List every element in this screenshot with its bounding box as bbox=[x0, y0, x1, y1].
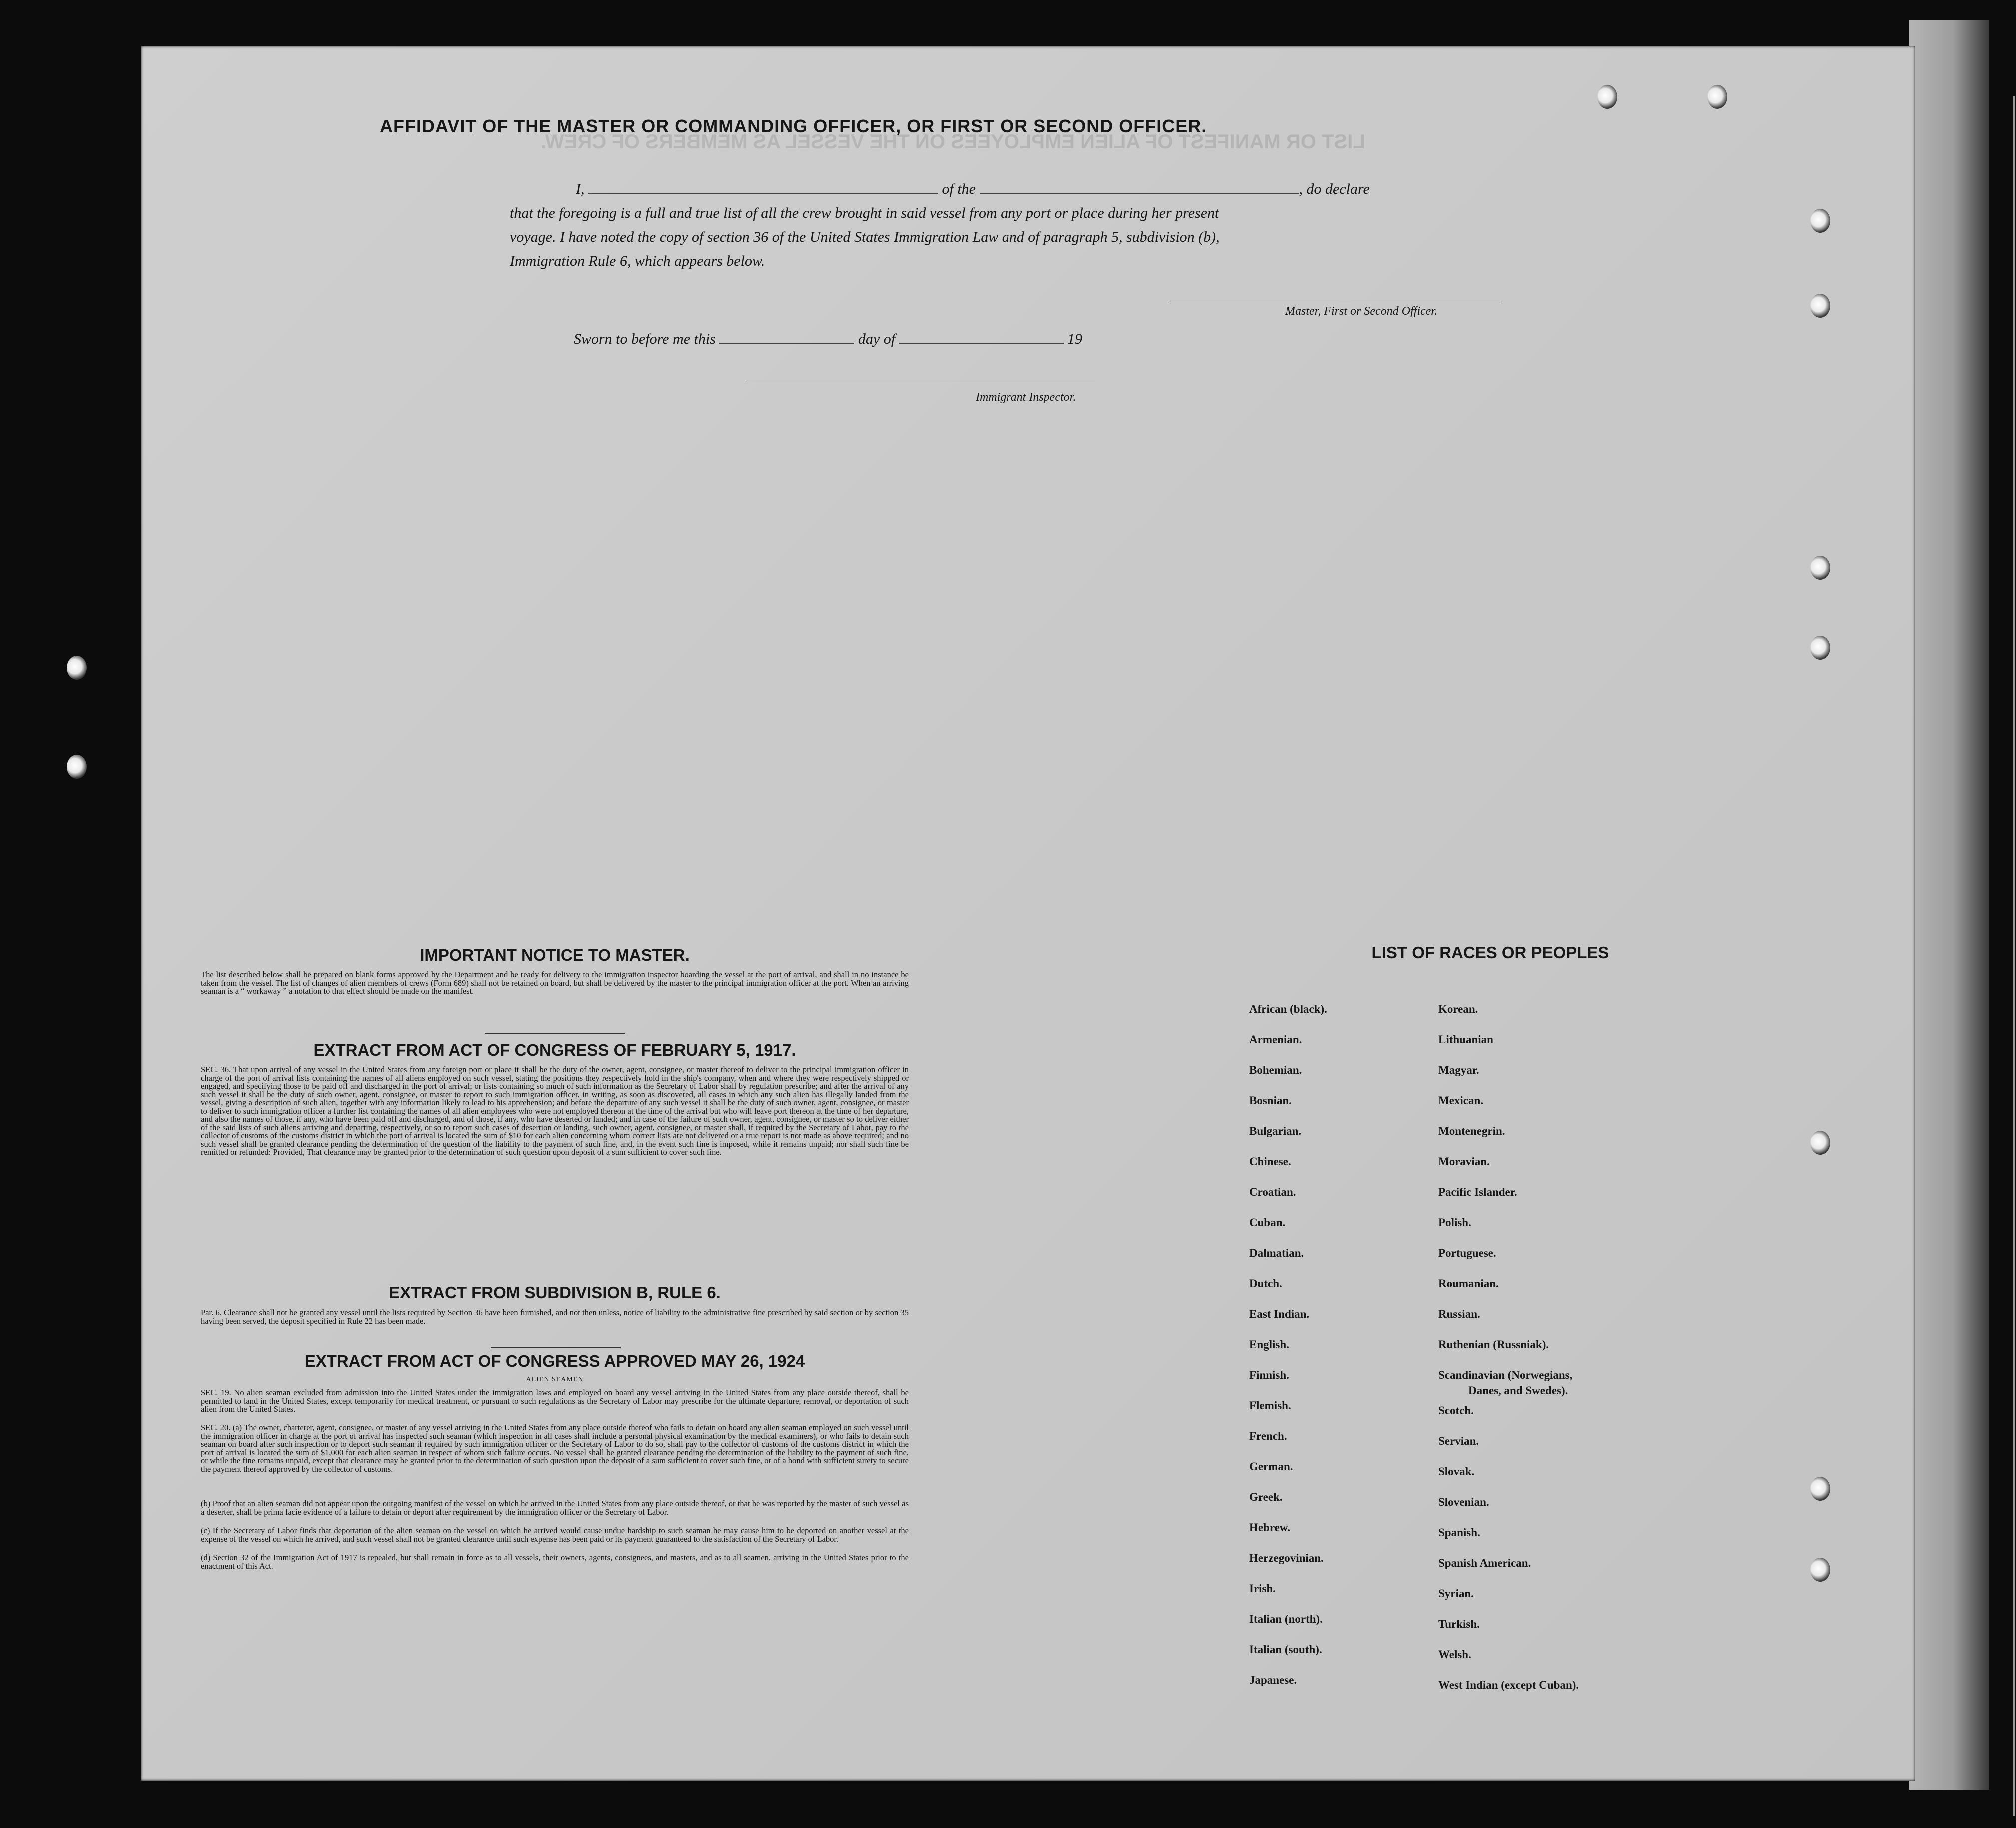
race-entry: Chinese. bbox=[1249, 1155, 1291, 1168]
race-entry: Mexican. bbox=[1438, 1094, 1484, 1107]
extract-1924-subtitle: ALIEN SEAMEN bbox=[526, 1376, 584, 1383]
race-entry: Spanish. bbox=[1438, 1526, 1480, 1539]
race-entry: Magyar. bbox=[1438, 1064, 1479, 1076]
race-entry: Slovak. bbox=[1438, 1465, 1475, 1478]
race-entry: Montenegrin. bbox=[1438, 1125, 1505, 1137]
punch-hole bbox=[1810, 1131, 1830, 1155]
race-entry: Finnish. bbox=[1249, 1369, 1289, 1381]
race-entry: Lithuanian bbox=[1438, 1033, 1493, 1046]
races-right-column bbox=[1438, 994, 1579, 1700]
vessel-blank bbox=[980, 182, 1299, 194]
bleedthrough-title: LIST OR MANIFEST OF ALIEN EMPLOYEES ON THE VESSEL AS MEMBERS OF CREW. bbox=[541, 131, 1365, 153]
race-entry: Bosnian. bbox=[1249, 1094, 1292, 1107]
race-entry: Portuguese. bbox=[1438, 1247, 1496, 1259]
sworn-day-blank bbox=[719, 332, 854, 344]
punch-hole bbox=[1707, 85, 1727, 109]
extract-1917-title: EXTRACT FROM ACT OF CONGRESS OF FEBRUARY 5, 1917. bbox=[313, 1041, 796, 1059]
extract-1924-sec20c: (c) If the Secretary of Labor finds that deportation of the alien seaman on the vessel on which he arrived would cause undue hardship to such seaman he may cause him to be deported on another vessel at the expense of the vessel on which he arrived, and such vessel shall not be granted clearance until such expense has been paid or its payment guaranteed to the satisfaction of the Secretary of Labor. bbox=[201, 1526, 909, 1544]
divider bbox=[485, 1033, 625, 1034]
sworn-month-blank bbox=[899, 332, 1064, 344]
bleedthrough-columns bbox=[156, 416, 1145, 458]
extract-rule6-title: EXTRACT FROM SUBDIVISION B, RULE 6. bbox=[389, 1283, 721, 1302]
race-entry: Slovenian. bbox=[1438, 1496, 1489, 1508]
affidavit-title: AFFIDAVIT OF THE MASTER OR COMMANDING OFFICER, OR FIRST OR SECOND OFFICER. bbox=[380, 116, 1207, 136]
extract-1924-sec19: SEC. 19. No alien seaman excluded from admission into the United States under the immigration laws and employed on board any vessel arriving in the United States from any place outside thereof, shall be permitted to land in the United States, except temporarily for medical treatment, or pursuant to such regulations as the Secretary of Labor may prescribe for the ultimate departure, removal, or deportation of such alien from the United States. bbox=[201, 1388, 909, 1414]
affidavit-line-2: that the foregoing is a full and true list of all the crew brought in said vessel from any port or place during her present bbox=[510, 205, 1219, 221]
race-entry: Italian (north). bbox=[1249, 1613, 1323, 1625]
affidavit-of-the: of the bbox=[942, 181, 976, 197]
race-entry: Bulgarian. bbox=[1249, 1125, 1302, 1137]
sworn-day-of: day of bbox=[858, 331, 896, 347]
race-entry: African (black). bbox=[1249, 1003, 1327, 1015]
race-entry: Greek. bbox=[1249, 1491, 1283, 1503]
race-entry: Cuban. bbox=[1249, 1216, 1286, 1229]
extract-1924-sec20a: SEC. 20. (a) The owner, charterer, agent, consignee, or master of any vessel arriving in the United States from any place outside thereof who fails to detain on board any alien seaman employed on such vessel until the immigration officer in charge at the port of arrival has inspected such seaman (which inspection in all cases shall include a personal physical examination by the medical examiners), or who fails to detain such seaman on board after such inspection or to deport such seaman if required by such immigration officer or the Secretary of Labor to do so, shall pay to the collector of customs of the customs district in which the port of arrival is located the sum of $1,000 for each alien seaman in respect of whom such failure occurs. No vessel shall be granted clearance pending the determination of the liability to the payment of such fine, or while the fine remains unpaid, except that clearance may be granted prior to the determination of such question upon the deposit of a sum sufficient to cover such fine, or of a bond with sufficient surety to secure the payment thereof approved by the collector of customs. bbox=[201, 1423, 909, 1474]
race-entry: Dalmatian. bbox=[1249, 1247, 1304, 1259]
races-title: LIST OF RACES OR PEOPLES bbox=[1371, 943, 1609, 962]
sworn-prefix: Sworn to before me this bbox=[574, 331, 716, 347]
race-entry: Irish. bbox=[1249, 1582, 1276, 1595]
race-entry: Flemish. bbox=[1249, 1399, 1291, 1412]
extract-1924-title: EXTRACT FROM ACT OF CONGRESS APPROVED MAY 26, 1924 bbox=[304, 1352, 805, 1370]
race-entry: Pacific Islander. bbox=[1438, 1186, 1517, 1198]
race-entry: Spanish American. bbox=[1438, 1557, 1531, 1569]
punch-hole bbox=[1810, 556, 1830, 580]
extract-rule6-body: Par. 6. Clearance shall not be granted any vessel until the lists required by Section 36 have been furnished, and not then unless, notice of liability to the administrative fine prescribed by said section or by section 35 having been served, the deposit specified in Rule 22 has been made. bbox=[201, 1308, 909, 1326]
race-entry: Dutch. bbox=[1249, 1277, 1282, 1290]
race-entry: Hebrew. bbox=[1249, 1521, 1290, 1534]
race-entry: Russian. bbox=[1438, 1308, 1480, 1320]
notice-body: The list described below shall be prepared on blank forms approved by the Department and be ready for delivery to the immigration inspector boarding the vessel at the port of arrival, and shall in no instance be taken from the vessel. The list of changes of alien members of crews (Form 689) shall not be retained on board, but shall be delivered by the master to the principal immigration officer at the port. When an arriving seaman is a “ workaway ” a notation to that effect should be made on the manifest. bbox=[201, 970, 909, 996]
punch-hole bbox=[1810, 1477, 1830, 1501]
affidavit-line-1 bbox=[576, 181, 1370, 198]
sworn-year: 19 bbox=[1067, 331, 1083, 347]
document-sheet bbox=[141, 46, 1915, 1781]
race-entry: Italian (south). bbox=[1249, 1643, 1322, 1656]
divider bbox=[491, 1347, 621, 1348]
extract-1917-body: SEC. 36. That upon arrival of any vessel in the United States from any foreign port or place it shall be the duty of the owner, agent, consignee, or master thereof to deliver to the principal immigration officer in charge of the port of arrival lists containing the names of all aliens employed on such vessel, stating the positions they respectively hold in the ship's company, when and where they were respectively shipped or engaged, and specifying those to be paid off and discharged in the port of arrival; or lists containing so much of such information as the Secretary of Labor shall by regulation prescribe; and after the arrival of any such vessel it shall be the duty of such owner, agent, consignee, or master to report to such immigration officer, in writing, as soon as discovered, all cases in which any such alien has illegally landed from the vessel, giving a description of such alien, together with any information likely to lead to his apprehension; and before the departure of any such vessel it shall be the duty of such owner, agent, consignee, or master to deliver to such immigration officer a further list containing the names of all alien employees who were not employed thereon at the time of the arrival but who will leave port thereon at the time of her departure, and also the names of those, if any, who have been paid off and discharged, and of those, if any, who have deserted or landed; and in case of the failure of such owner, agent, consignee, or master so to deliver either of the said lists of such aliens arriving and departing, respectively, or so to report such cases of desertion or landing, such owner, agent, consignee, or master shall, if required by the Secretary of Labor, pay to the collector of customs of the customs district in which the port of arrival is located the sum of $10 for each alien concerning whom correct lists are not delivered or a true report is not made as above required; and no such vessel shall be granted clearance pending the determination of the question of the liability to the payment of such fine, and, in the event such fine is imposed, while it remains unpaid; nor shall such fine be remitted or refunded: Provided, That clearance may be granted prior to the determination of such question upon deposit of a sum sufficient to cover such fine. bbox=[201, 1065, 909, 1157]
race-entry: English. bbox=[1249, 1338, 1289, 1351]
sworn-line bbox=[574, 331, 1082, 348]
affidavit-i: I, bbox=[576, 181, 585, 197]
punch-hole bbox=[1597, 85, 1617, 109]
race-entry: Syrian. bbox=[1438, 1587, 1474, 1600]
race-entry: Roumanian. bbox=[1438, 1277, 1499, 1290]
race-entry: Ruthenian (Russniak). bbox=[1438, 1338, 1549, 1351]
races-left-column bbox=[1249, 994, 1327, 1695]
race-entry: Bohemian. bbox=[1249, 1064, 1302, 1076]
race-entry: Polish. bbox=[1438, 1216, 1471, 1229]
punch-hole bbox=[1810, 294, 1830, 318]
officer-caption: Master, First or Second Officer. bbox=[1285, 305, 1437, 318]
race-entry: German. bbox=[1249, 1460, 1293, 1473]
paper-fold-line bbox=[2013, 96, 2015, 1816]
punch-hole bbox=[1810, 1558, 1830, 1582]
race-entry: West Indian (except Cuban). bbox=[1438, 1679, 1579, 1691]
race-entry: Moravian. bbox=[1438, 1155, 1490, 1168]
race-entry: Servian. bbox=[1438, 1435, 1479, 1447]
race-entry: Herzegovinian. bbox=[1249, 1552, 1324, 1564]
affidavit-declare: , do declare bbox=[1299, 181, 1370, 197]
race-entry: French. bbox=[1249, 1430, 1287, 1442]
name-blank bbox=[588, 182, 938, 194]
race-entry: Scandinavian (Norwegians, bbox=[1438, 1369, 1573, 1381]
race-entry: Welsh. bbox=[1438, 1648, 1471, 1661]
punch-hole bbox=[1810, 636, 1830, 660]
race-entry: Croatian. bbox=[1249, 1186, 1296, 1198]
extract-1924-sec20d: (d) Section 32 of the Immigration Act of 1917 is repealed, but shall remain in force as to all vessels, their owners, agents, consignees, and masters, and as to all seamen, arriving in the United States prior to the enactment of this Act. bbox=[201, 1553, 909, 1571]
page-edge bbox=[1909, 20, 1989, 1790]
race-entry: Turkish. bbox=[1438, 1618, 1480, 1630]
punch-hole bbox=[67, 755, 87, 779]
punch-hole bbox=[1810, 209, 1830, 233]
extract-1924-sec20b: (b) Proof that an alien seaman did not appear upon the outgoing manifest of the vessel on which he arrived in the United States from any place outside thereof, or that he was reported by the master of such vessel as a deserter, shall be prima facie evidence of a failure to detain or deport after requirement by the immigration officer or the Secretary of Labor. bbox=[201, 1499, 909, 1517]
race-entry: Danes, and Swedes). bbox=[1468, 1384, 1568, 1397]
race-entry: Japanese. bbox=[1249, 1674, 1297, 1686]
affidavit-line-3: voyage. I have noted the copy of section 36 of the United States Immigration Law and of paragraph 5, subdivision (b), bbox=[510, 229, 1220, 245]
race-entry: Scotch. bbox=[1438, 1404, 1474, 1417]
punch-hole bbox=[67, 656, 87, 680]
race-entry: Armenian. bbox=[1249, 1033, 1302, 1046]
race-entry: East Indian. bbox=[1249, 1308, 1310, 1320]
race-entry: Korean. bbox=[1438, 1003, 1478, 1015]
notice-title: IMPORTANT NOTICE TO MASTER. bbox=[420, 946, 690, 964]
affidavit-line-4: Immigration Rule 6, which appears below. bbox=[510, 253, 765, 269]
inspector-caption: Immigrant Inspector. bbox=[976, 391, 1076, 404]
